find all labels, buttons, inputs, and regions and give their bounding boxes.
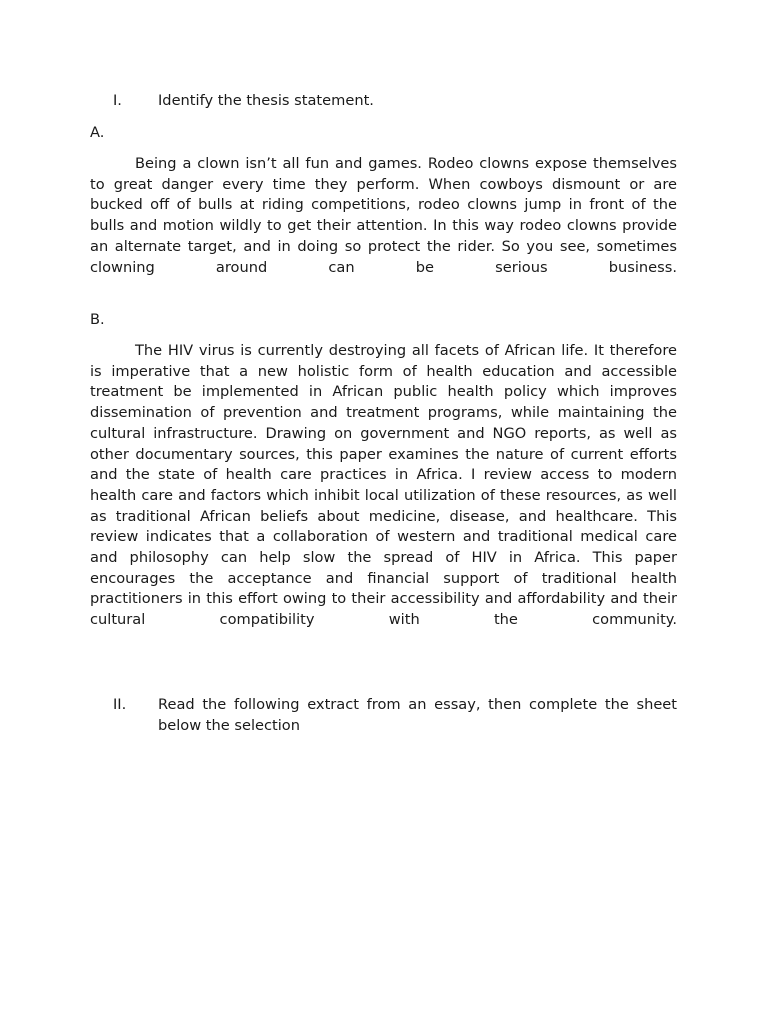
part-a-paragraph: Being a clown isn’t all fun and games. Rodeo clowns expose themselves to great danger every time they perform. When cowboys dismount or are bucked off of bulls at riding competitions, rodeo clowns jump in front of the bulls and motion wildly to get their attention. In this way rodeo clowns provide an alternate target, and in doing so protect the rider. So you see, sometimes clowning around can be serious business.: [90, 155, 677, 276]
section-i: [90, 91, 677, 112]
part-b-paragraph: The HIV virus is currently destroying all facets of African life. It therefore is imperative that a new holistic form of health education and accessible treatment be implemented in African public health policy which improves dissemination of prevention and treatment programs, while maintaining the cultural infrastructure. Drawing on government and NGO reports, as well as other documentary sources, this paper examines the nature of current efforts and the state of health care practices in Africa. I review access to modern health care and factors which inhibit local utilization of these resources, as well as traditional African beliefs about medicine, disease, and healthcare. This review indicates that a collaboration of western and traditional medical care and philosophy can help slow the spread of HIV in Africa. This paper encourages the acceptance and financial support of traditional health practitioners in this effort owing to their accessibility and affordability and their cultural compatibility with the community.: [90, 342, 677, 629]
section-ii-instruction: Read the following extract from an essay, then complete the sheet below the selection: [158, 696, 677, 734]
part-a-label: A.: [90, 124, 105, 141]
part-b-label: B.: [90, 311, 105, 328]
section-i-numeral: I.: [113, 92, 122, 109]
section-i-instruction: Identify the thesis statement.: [158, 92, 374, 109]
section-ii-numeral: II.: [113, 696, 127, 713]
section-ii: [90, 695, 677, 736]
